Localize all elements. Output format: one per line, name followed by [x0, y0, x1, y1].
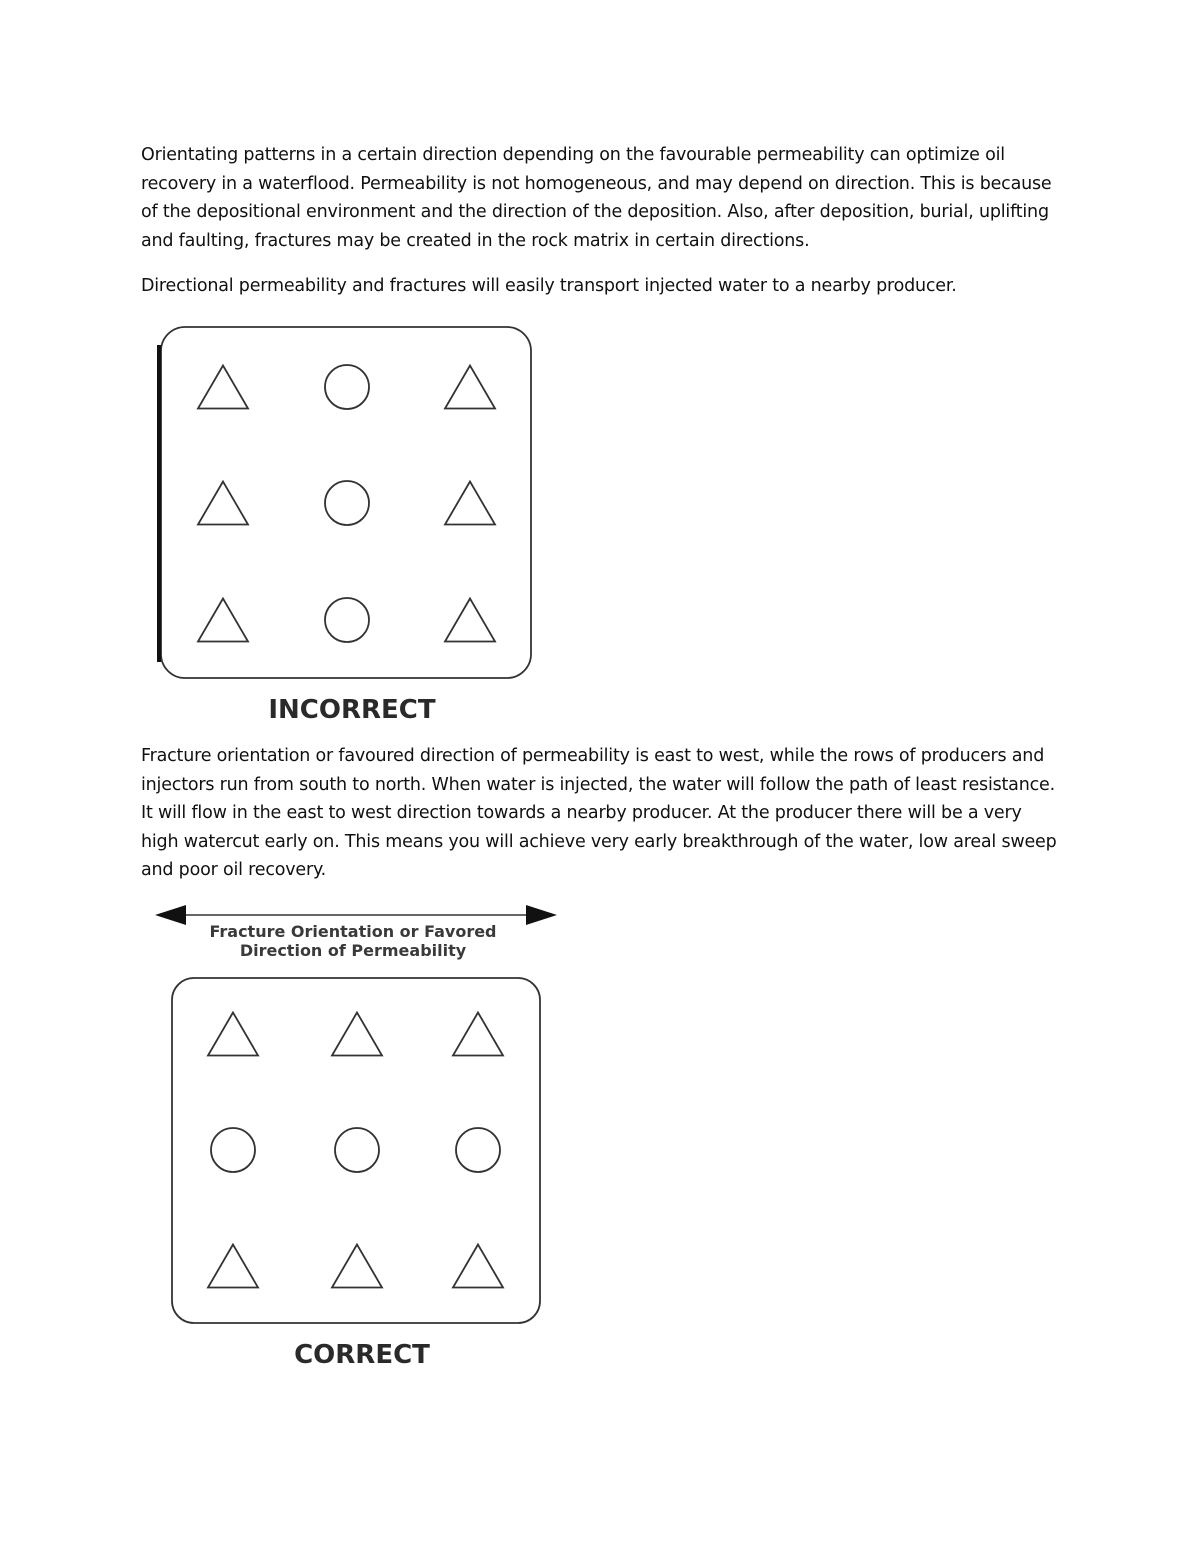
correct-injector-triangle-icon: [208, 1245, 258, 1288]
correct-label: CORRECT: [294, 1340, 430, 1370]
correct-pattern-frame: [172, 978, 540, 1323]
correct-producer-circle-icon: [335, 1128, 379, 1172]
correct-injector-triangle-icon: [332, 1013, 382, 1056]
correct-well-grid: [208, 1013, 503, 1288]
correct-injector-triangle-icon: [453, 1245, 503, 1288]
arrow-head-west: [155, 905, 186, 925]
fracture-orientation-paragraph: Fracture orientation or favoured direction of permeability is east to west, while the rows of producers and injectors run from south to north. When water is injected, the water will follow the path of least resistance. It will flow in the east to west direction towards a nearby producer. At the producer there will be a very high watercut early on. This means you will achieve very early breakthrough of the water, low areal sweep and poor oil recovery.: [141, 746, 1057, 880]
arrow-label-line2: Direction of Permeability: [239, 941, 467, 960]
correct-producer-circle-icon: [456, 1128, 500, 1172]
correct-producer-circle-icon: [211, 1128, 255, 1172]
arrow-label-line1: Fracture Orientation or Favored: [209, 922, 497, 941]
intro-paragraph: Orientating patterns in a certain direction depending on the favourable permeability can optimize oil recovery in a waterflood. Permeability is not homogeneous, and may depend on direction. This is because of the depositional environment and the direction of the deposition. Also, after deposition, burial, uplifting and faulting, fractures may be created in the rock matrix in certain directions.: [141, 145, 1052, 251]
correct-injector-triangle-icon: [332, 1245, 382, 1288]
correct-injector-triangle-icon: [208, 1013, 258, 1056]
directional-permeability-paragraph: Directional permeability and fractures will easily transport injected water to a nearby producer.: [141, 276, 957, 296]
incorrect-label: INCORRECT: [268, 695, 436, 725]
correct-injector-triangle-icon: [453, 1013, 503, 1056]
arrow-head-east: [526, 905, 557, 925]
